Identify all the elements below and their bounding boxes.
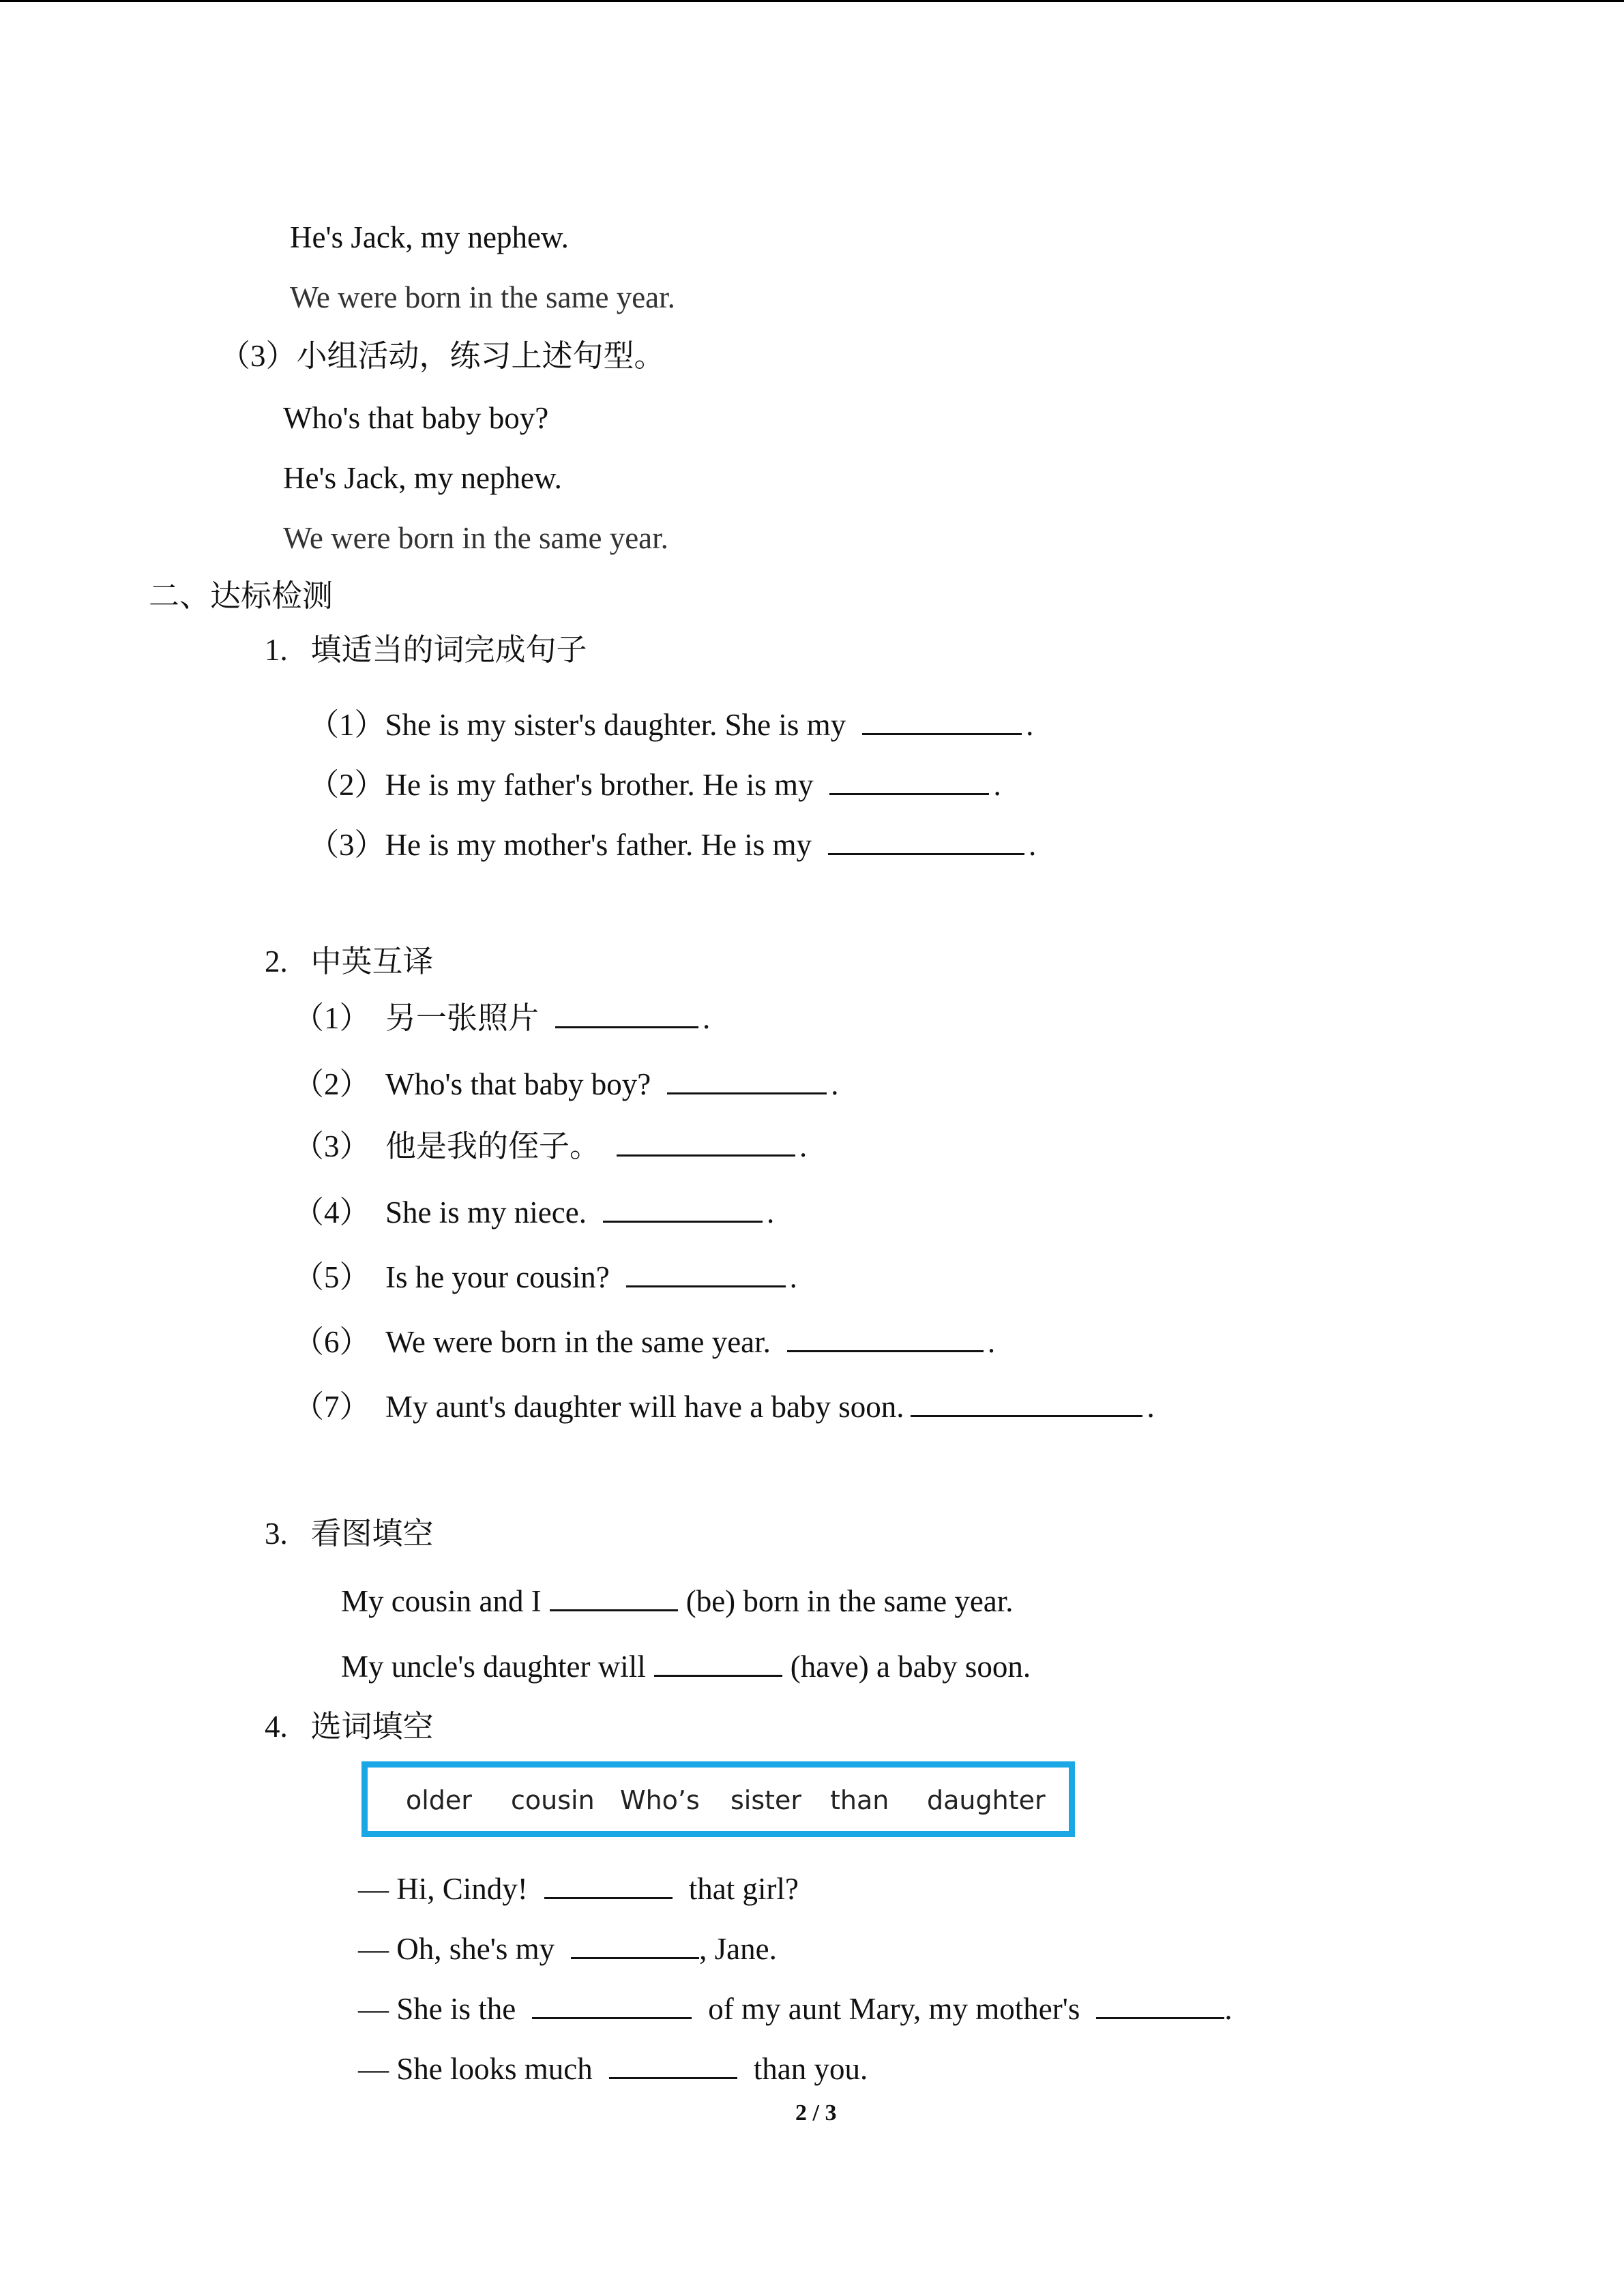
q2-item-7-text: （7） My aunt's daughter will have a baby soon. [293,1390,904,1424]
q2-item-6-text: （6） We were born in the same year. [293,1325,771,1359]
q1-item-2-text: （2）He is my father's brother. He is my [308,768,814,802]
q2-heading: 2. 中英互译 [265,944,434,979]
dialog-line-4-a: — She looks much [358,2052,593,2086]
page-top-border [0,0,1624,2]
q1-blank-1[interactable] [862,707,1022,735]
q2-blank-3[interactable] [617,1129,795,1157]
q3-line-1 [341,1583,1014,1617]
q3-line-2-b: (have) a baby soon. [790,1650,1031,1684]
q3-blank-2[interactable] [654,1649,782,1677]
dialog-line-2 [358,1931,777,1965]
q1-item-3-text: （3）He is my mother's father. He is my [308,828,812,862]
dialog-blank-1[interactable] [544,1871,673,1899]
q2-blank-4[interactable] [603,1195,763,1223]
q2-item-4 [293,1195,774,1228]
q2-period-3: . [799,1129,808,1163]
q1-period-3: . [1029,828,1037,862]
q2-item-5-text: （5） Is he your cousin? [293,1260,610,1294]
q3-line-1-a: My cousin and I [341,1584,542,1618]
practice-line-b1: Who's that baby boy? [283,401,549,435]
practice-line-a1: He's Jack, my nephew. [290,220,569,254]
q2-period-6: . [987,1325,996,1359]
q2-item-1 [293,1000,710,1034]
q2-blank-6[interactable] [787,1324,984,1352]
q1-blank-3[interactable] [828,827,1024,855]
dialog-line-3-a: — She is the [358,1992,516,2026]
dialog-blank-2[interactable] [571,1931,699,1959]
q2-period-5: . [789,1260,797,1294]
dialog-line-1-a: — Hi, Cindy! [358,1872,528,1906]
dialog-period: . [1224,1992,1232,2026]
q3-line-2-a: My uncle's daughter will [341,1650,646,1684]
q1-blank-2[interactable] [829,767,989,795]
q1-heading: 1. 填适当的词完成句子 [265,633,587,667]
q2-period-7: . [1147,1390,1155,1424]
word-bank-cousin: cousin [511,1785,595,1815]
q2-blank-7[interactable] [911,1389,1142,1417]
word-bank-daughter: daughter [927,1785,1046,1815]
dialog-line-1-b: that girl? [688,1872,799,1906]
q3-blank-1[interactable] [550,1583,678,1611]
q2-item-7 [293,1389,1155,1422]
q2-period-2: . [831,1067,839,1101]
q2-blank-1[interactable] [555,1000,698,1028]
page-number: 2 / 3 [795,2100,837,2126]
word-bank-box [361,1761,1075,1837]
dialog-line-1 [358,1871,799,1905]
dialog-line-3 [358,1991,1232,2025]
q4-heading: 4. 选词填空 [265,1710,434,1744]
q3-line-2 [341,1649,1031,1682]
dialog-line-2-b: , Jane. [699,1932,777,1966]
q2-period-1: . [703,1001,711,1035]
q2-item-2 [293,1067,839,1100]
q3-line-1-b: (be) born in the same year. [685,1584,1014,1618]
word-bank-older: older [406,1785,472,1815]
dialog-blank-4[interactable] [1096,1991,1224,2019]
word-bank-sister: sister [730,1785,802,1815]
step3-heading: （3）小组活动，练习上述句型。 [220,339,665,373]
q2-period-4: . [766,1195,775,1229]
q2-item-6 [293,1324,995,1358]
practice-line-a2: We were born in the same year. [290,280,675,314]
q1-item-3 [308,827,1036,861]
q2-item-5 [293,1259,797,1293]
q2-item-2-text: （2） Who's that baby boy? [293,1067,651,1101]
q2-blank-2[interactable] [667,1067,827,1094]
practice-line-b2: He's Jack, my nephew. [283,461,562,495]
dialog-line-2-a: — Oh, she's my [358,1932,555,1966]
dialog-line-4 [358,2051,868,2085]
q1-item-1-text: （1）She is my sister's daughter. She is my [308,708,846,742]
dialog-line-4-b: than you. [753,2052,868,2086]
dialog-blank-5[interactable] [609,2051,737,2079]
q2-item-3 [293,1129,807,1162]
practice-line-b3: We were born in the same year. [283,521,668,555]
q2-item-4-text: （4） She is my niece. [293,1195,587,1229]
q1-item-1 [308,707,1033,741]
word-bank-than: than [830,1785,889,1815]
q1-item-2 [308,767,1001,801]
word-bank-whos: Who’s [620,1785,700,1815]
q2-blank-5[interactable] [626,1259,786,1287]
dialog-line-3-b: of my aunt Mary, my mother's [708,1992,1080,2026]
q2-item-3-text: （3） 他是我的侄子。 [293,1129,601,1163]
q3-heading: 3. 看图填空 [265,1517,434,1551]
dialog-blank-3[interactable] [532,1991,692,2019]
q1-period-1: . [1026,708,1034,742]
q1-period-2: . [993,768,1001,802]
section2-heading: 二、达标检测 [149,579,334,613]
q2-item-1-text: （1） 另一张照片 [293,1001,540,1035]
